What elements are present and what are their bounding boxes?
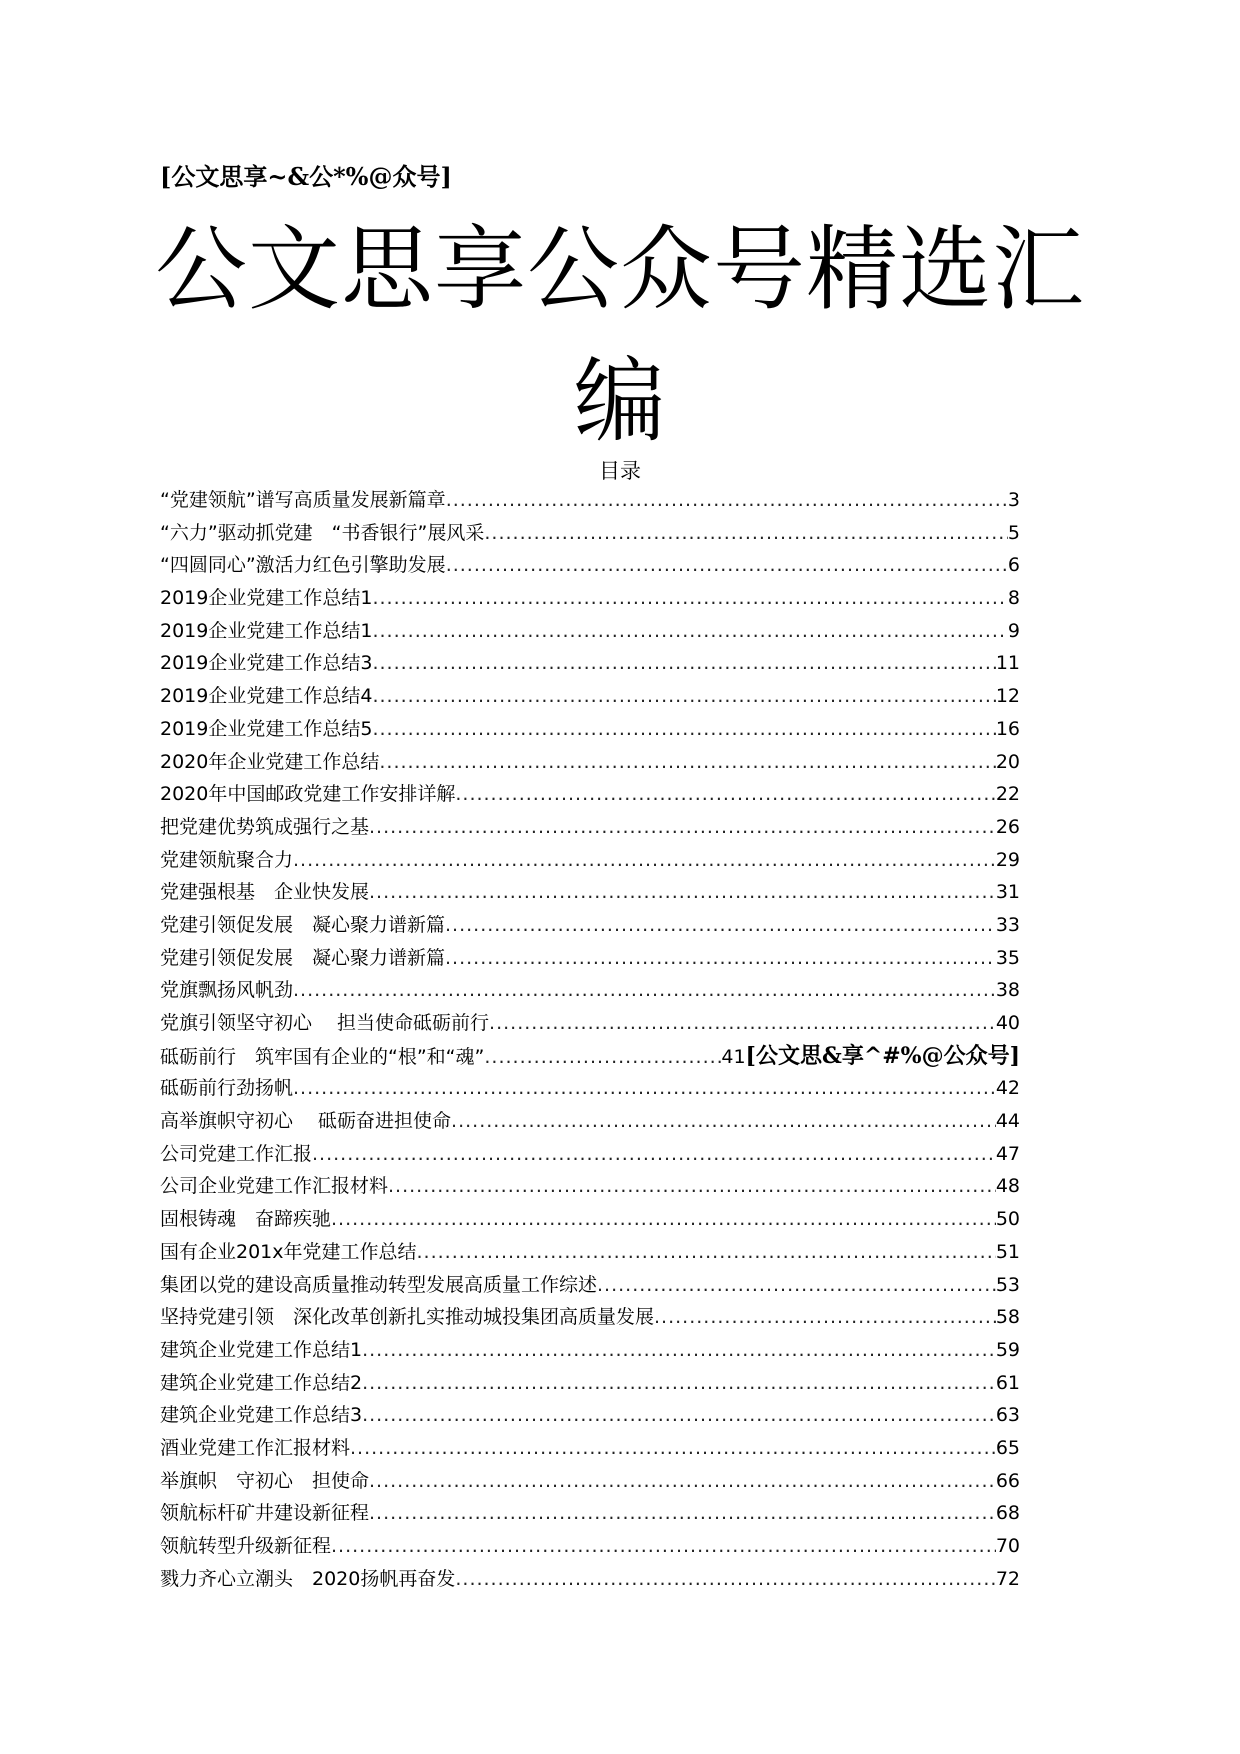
toc-page-number: 33 [995, 913, 1020, 936]
toc-dot-leader [372, 713, 995, 746]
toc-dot-leader [331, 1530, 996, 1563]
toc-entry[interactable] [160, 1236, 1020, 1269]
toc-page-number: 44 [995, 1110, 1020, 1133]
toc-page-number: 12 [995, 685, 1020, 708]
toc-entry[interactable] [160, 746, 1020, 779]
toc-entry[interactable] [160, 1170, 1020, 1203]
toc-entry[interactable] [160, 1007, 1020, 1040]
toc-entry[interactable] [160, 1301, 1020, 1334]
toc-entry[interactable] [160, 1530, 1020, 1563]
toc-entry[interactable] [160, 484, 1020, 517]
toc-entry-title: 2020年中国邮政党建工作安排详解 [160, 783, 456, 806]
toc-page-number: 48 [995, 1175, 1020, 1198]
toc-entry-title: 党建强根基 企业快发展 [160, 881, 370, 904]
toc-dot-leader [362, 1399, 996, 1432]
toc-entry-title: 坚持党建引领 深化改革创新扎实推动城投集团高质量发展 [160, 1306, 655, 1329]
toc-page-number: 53 [995, 1273, 1020, 1296]
toc-entry-title: 砥砺前行 筑牢国有企业的“根”和“魂” [160, 1045, 485, 1068]
toc-page-number: 42 [995, 1077, 1020, 1100]
toc-entry[interactable] [160, 974, 1020, 1007]
toc-heading: 目录 [599, 459, 641, 483]
toc-entry-title: 2019企业党建工作总结1 [160, 619, 373, 642]
toc-dot-leader [597, 1269, 996, 1302]
table-of-contents [160, 484, 1020, 1595]
toc-entry-title: 领航标杆矿井建设新征程 [160, 1502, 370, 1525]
toc-page-number: 31 [995, 881, 1020, 904]
toc-dot-leader [331, 1203, 996, 1236]
toc-entry-title: 党旗引领坚守初心 担当使命砥砺前行 [160, 1012, 490, 1034]
toc-dot-leader [445, 909, 996, 942]
toc-entry[interactable] [160, 1497, 1020, 1530]
toc-dot-leader [369, 1497, 996, 1530]
toc-dot-leader [293, 844, 996, 877]
toc-page-number: 63 [995, 1404, 1020, 1427]
toc-entry[interactable] [160, 582, 1020, 615]
toc-page-number: 68 [995, 1502, 1020, 1525]
toc-entry[interactable] [160, 778, 1020, 811]
watermark-tag: [公文思&享^#%@公众号] [745, 1042, 1020, 1069]
toc-entry[interactable] [160, 1269, 1020, 1302]
toc-dot-leader [369, 876, 996, 909]
toc-page-number: 72 [995, 1567, 1020, 1590]
toc-entry[interactable] [160, 615, 1020, 648]
toc-entry-title: 酒业党建工作汇报材料 [160, 1436, 351, 1459]
toc-dot-leader [372, 615, 1007, 648]
toc-entry-title: 2020年企业党建工作总结 [160, 750, 380, 773]
toc-entry-title: 党旗飘扬风帆劲 [160, 979, 294, 1002]
toc-dot-leader [362, 1367, 996, 1400]
toc-entry[interactable] [160, 1105, 1020, 1138]
toc-entry-title: 2019企业党建工作总结1 [160, 587, 373, 610]
toc-entry[interactable] [160, 942, 1020, 975]
toc-entry-title: 高举旗帜守初心 砥砺奋进担使命 [160, 1110, 452, 1133]
toc-entry-title: 公司企业党建工作汇报材料 [160, 1175, 389, 1198]
toc-page-number: 20 [995, 750, 1020, 773]
toc-entry-title: 把党建优势筑成强行之基 [160, 815, 370, 838]
toc-entry[interactable] [160, 1072, 1020, 1105]
toc-dot-leader [350, 1432, 996, 1465]
toc-page-number: 3 [1007, 489, 1020, 511]
toc-page-number: 61 [995, 1371, 1020, 1394]
toc-page-number: 35 [995, 946, 1020, 969]
toc-entry-title: 党建领航聚合力 [160, 848, 294, 871]
document-title: 公文思享公众号精选汇编 [154, 216, 1085, 455]
toc-dot-leader [417, 1236, 996, 1269]
toc-dot-leader [372, 582, 1007, 615]
toc-entry-title: 建筑企业党建工作总结1 [160, 1338, 363, 1361]
toc-page-number: 5 [1007, 521, 1020, 544]
toc-page-number: 47 [995, 1142, 1020, 1165]
toc-entry[interactable] [160, 647, 1020, 680]
toc-entry-title: 砥砺前行劲扬帆 [160, 1077, 294, 1100]
toc-entry[interactable] [160, 549, 1020, 582]
toc-entry-title: 公司党建工作汇报 [160, 1142, 313, 1165]
toc-dot-leader [369, 1465, 996, 1498]
toc-entry[interactable] [160, 713, 1020, 746]
toc-entry[interactable] [160, 1432, 1020, 1465]
toc-page-number: 8 [1007, 587, 1020, 610]
toc-entry-title: 建筑企业党建工作总结2 [160, 1371, 363, 1394]
toc-dot-leader [489, 1007, 996, 1040]
toc-dot-leader [446, 484, 1008, 517]
toc-page-number: 11 [995, 652, 1020, 675]
toc-page-number: 38 [995, 979, 1020, 1002]
toc-page-number: 22 [995, 783, 1020, 806]
toc-dot-leader [293, 1072, 996, 1105]
toc-dot-leader [654, 1301, 996, 1334]
toc-entry-title: “党建领航”谱写高质量发展新篇章 [160, 489, 446, 511]
toc-page-number: 66 [995, 1469, 1020, 1492]
toc-page-number: 51 [995, 1240, 1020, 1263]
toc-dot-leader [484, 517, 1008, 550]
toc-dot-leader [362, 1334, 996, 1367]
toc-page-number: 41 [721, 1045, 746, 1068]
toc-page-number: 9 [1007, 619, 1020, 642]
toc-page-number: 70 [995, 1535, 1020, 1557]
toc-entry[interactable] [160, 844, 1020, 877]
toc-entry-title: 2019企业党建工作总结5 [160, 717, 373, 740]
toc-dot-leader [455, 1563, 995, 1596]
toc-entry-title: 领航转型升级新征程 [160, 1535, 332, 1557]
toc-entry-title: 戮力齐心立潮头 2020扬帆再奋发 [160, 1567, 456, 1590]
toc-entry[interactable] [160, 1040, 1020, 1073]
toc-entry-title: “四圆同心”激活力红色引擎助发展 [160, 554, 446, 577]
toc-entry[interactable] [160, 909, 1020, 942]
toc-entry-title: 党建引领促发展 凝心聚力谱新篇 [160, 946, 446, 969]
toc-dot-leader [379, 746, 995, 779]
toc-entry[interactable] [160, 1138, 1020, 1171]
toc-dot-leader [455, 778, 995, 811]
toc-page-number: 6 [1007, 554, 1020, 577]
toc-entry[interactable] [160, 1367, 1020, 1400]
toc-page-number: 40 [995, 1012, 1020, 1034]
toc-entry-title: “六力”驱动抓党建 “书香银行”展风采 [160, 521, 485, 544]
toc-dot-leader [388, 1170, 996, 1203]
toc-entry-title: 国有企业201x年党建工作总结 [160, 1240, 417, 1263]
toc-dot-leader [312, 1138, 996, 1171]
toc-entry[interactable] [160, 1465, 1020, 1498]
toc-entry-title: 举旗帜 守初心 担使命 [160, 1469, 370, 1492]
toc-entry-title: 党建引领促发展 凝心聚力谱新篇 [160, 913, 446, 936]
toc-dot-leader [293, 974, 996, 1007]
toc-entry[interactable] [160, 680, 1020, 713]
toc-entry[interactable] [160, 876, 1020, 909]
toc-entry-title: 2019企业党建工作总结4 [160, 685, 373, 708]
toc-dot-leader [451, 1105, 996, 1138]
header-tag: [公文思享~&公*%@众号] [160, 162, 452, 191]
toc-dot-leader [372, 680, 995, 713]
toc-entry-title: 集团以党的建设高质量推动转型发展高质量工作综述 [160, 1273, 598, 1296]
toc-dot-leader [372, 647, 995, 680]
toc-page-number: 16 [995, 717, 1020, 740]
toc-entry-title: 2019企业党建工作总结3 [160, 652, 373, 675]
toc-entry-title: 固根铸魂 奋蹄疾驰 [160, 1208, 332, 1231]
toc-page-number: 50 [995, 1208, 1020, 1231]
toc-page-number: 59 [995, 1338, 1020, 1361]
toc-page-number: 29 [995, 848, 1020, 871]
toc-entry[interactable] [160, 1203, 1020, 1236]
toc-dot-leader [445, 942, 996, 975]
toc-entry[interactable] [160, 1334, 1020, 1367]
toc-entry[interactable] [160, 1563, 1020, 1596]
toc-entry[interactable] [160, 517, 1020, 550]
toc-dot-leader [446, 549, 1008, 582]
toc-entry[interactable] [160, 1399, 1020, 1432]
toc-entry[interactable] [160, 811, 1020, 844]
toc-page-number: 58 [995, 1306, 1020, 1329]
toc-dot-leader [484, 1041, 721, 1074]
toc-page-number: 65 [995, 1436, 1020, 1459]
toc-page-number: 26 [995, 815, 1020, 838]
toc-entry-title: 建筑企业党建工作总结3 [160, 1404, 363, 1427]
toc-dot-leader [369, 811, 996, 844]
